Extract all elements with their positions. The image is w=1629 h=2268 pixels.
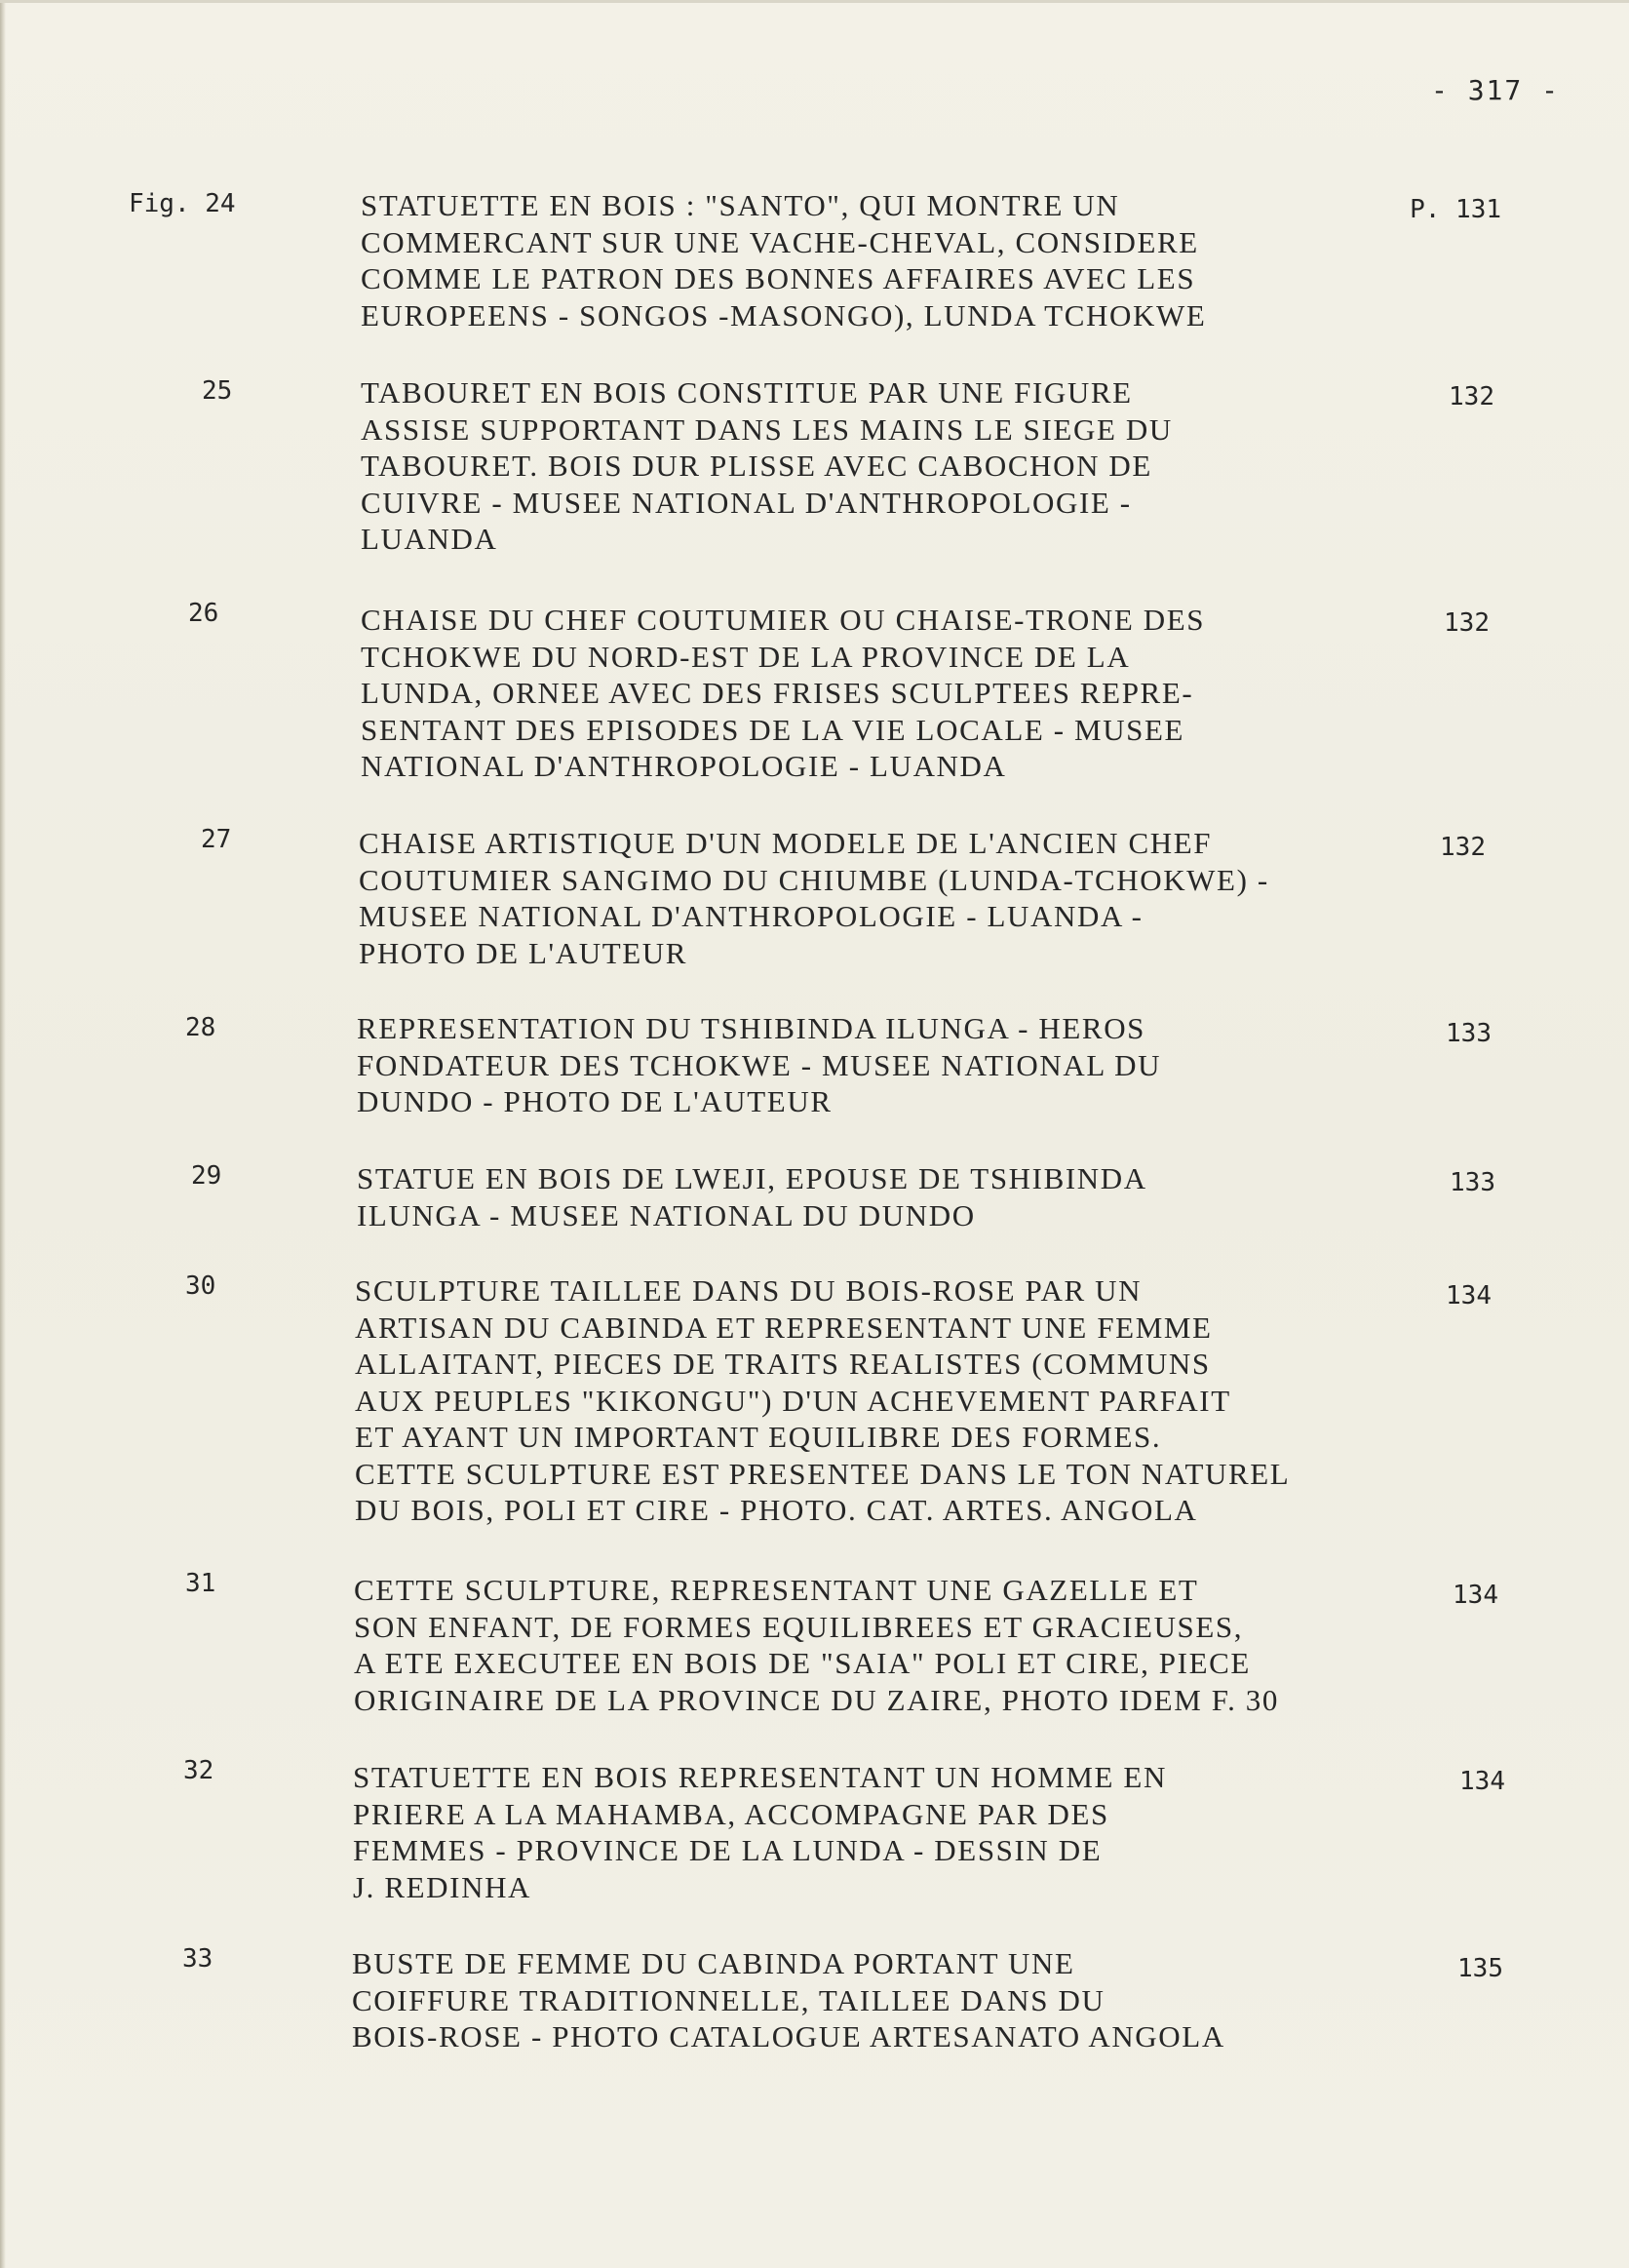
figure-number: 27 (201, 825, 232, 854)
description-line: MUSEE NATIONAL D'ANTHROPOLOGIE - LUANDA - (359, 899, 1144, 933)
description-line: STATUETTE EN BOIS REPRESENTANT UN HOMME EN (353, 1760, 1167, 1794)
description-line: LUANDA (361, 522, 498, 556)
description-line: LUNDA, ORNEE AVEC DES FRISES SCULPTEES REPRE- (361, 676, 1194, 710)
figure-number: Fig. 24 (129, 189, 236, 218)
description-line: CHAISE ARTISTIQUE D'UN MODELE DE L'ANCIEN CHEF (359, 826, 1213, 860)
description-line: BOIS-ROSE - PHOTO CATALOGUE ARTESANATO ANGOLA (352, 2019, 1225, 2053)
figure-description (361, 602, 1205, 785)
description-line: TCHOKWE DU NORD-EST DE LA PROVINCE DE LA (361, 639, 1131, 674)
figure-description (357, 1010, 1161, 1120)
description-line: TABOURET. BOIS DUR PLISSE AVEC CABOCHON DE (361, 449, 1152, 483)
page-reference: 135 (1457, 1954, 1503, 1983)
page-reference: P. 131 (1410, 195, 1501, 224)
page-reference: 134 (1446, 1281, 1492, 1310)
description-line: TABOURET EN BOIS CONSTITUE PAR UNE FIGURE (361, 375, 1133, 410)
description-line: ARTISAN DU CABINDA ET REPRESENTANT UNE FEMME (355, 1310, 1213, 1345)
description-line: DUNDO - PHOTO DE L'AUTEUR (357, 1084, 833, 1118)
description-line: FONDATEUR DES TCHOKWE - MUSEE NATIONAL DU (357, 1047, 1162, 1082)
figure-description (357, 1160, 1147, 1233)
description-line: EUROPEENS - SONGOS -MASONGO), LUNDA TCHOKWE (361, 297, 1207, 332)
description-line: COMME LE PATRON DES BONNES AFFAIRES AVEC LES (361, 261, 1196, 295)
description-line: CETTE SCULPTURE, REPRESENTANT UNE GAZELLE ET (354, 1573, 1199, 1607)
description-line: A ETE EXECUTEE EN BOIS DE "SAIA" POLI ET CIRE, PIECE (354, 1646, 1251, 1680)
description-line: COIFFURE TRADITIONNELLE, TAILLEE DANS DU (352, 1982, 1105, 2017)
description-line: SCULPTURE TAILLEE DANS DU BOIS-ROSE PAR UN (355, 1273, 1143, 1308)
figure-description (361, 187, 1206, 333)
figure-description (353, 1759, 1167, 1905)
description-line: PRIERE A LA MAHAMBA, ACCOMPAGNE PAR DES (353, 1796, 1109, 1831)
description-line: BUSTE DE FEMME DU CABINDA PORTANT UNE (352, 1946, 1075, 1980)
page-number: - 317 - (1430, 74, 1560, 106)
description-line: CHAISE DU CHEF COUTUMIER OU CHAISE-TRONE DES (361, 603, 1206, 637)
figure-description (359, 825, 1269, 971)
figure-number: 29 (191, 1161, 222, 1191)
figure-number: 25 (202, 376, 233, 406)
page-reference: 132 (1444, 608, 1490, 638)
figure-number: 26 (188, 599, 219, 628)
page-reference: 134 (1453, 1581, 1498, 1610)
figure-number: 33 (182, 1944, 213, 1974)
description-line: ILUNGA - MUSEE NATIONAL DU DUNDO (357, 1197, 976, 1232)
figure-description (352, 1945, 1225, 2055)
figure-description (361, 374, 1173, 558)
page-left-edge (0, 0, 6, 2268)
description-line: CETTE SCULPTURE EST PRESENTEE DANS LE TON NATUREL (355, 1456, 1291, 1491)
description-line: CUIVRE - MUSEE NATIONAL D'ANTHROPOLOGIE - (361, 485, 1132, 520)
description-line: STATUETTE EN BOIS : "SANTO", QUI MONTRE UN (361, 188, 1120, 222)
description-line: NATIONAL D'ANTHROPOLOGIE - LUANDA (361, 749, 1007, 783)
figure-number: 30 (185, 1271, 216, 1301)
description-line: ALLAITANT, PIECES DE TRAITS REALISTES (COMMUNS (355, 1347, 1211, 1381)
description-line: DU BOIS, POLI ET CIRE - PHOTO. CAT. ARTES. ANGOLA (355, 1493, 1198, 1527)
description-line: STATUE EN BOIS DE LWEJI, EPOUSE DE TSHIBINDA (357, 1161, 1147, 1195)
figure-number: 28 (185, 1013, 216, 1042)
description-line: AUX PEUPLES "KIKONGU") D'UN ACHEVEMENT PARFAIT (355, 1383, 1231, 1418)
description-line: COUTUMIER SANGIMO DU CHIUMBE (LUNDA-TCHOKWE) - (359, 862, 1269, 897)
description-line: ASSISE SUPPORTANT DANS LES MAINS LE SIEGE DU (361, 411, 1173, 447)
description-line: ORIGINAIRE DE LA PROVINCE DU ZAIRE, PHOTO IDEM F. 30 (354, 1682, 1279, 1717)
description-line: COMMERCANT SUR UNE VACHE-CHEVAL, CONSIDERE (361, 224, 1199, 259)
description-line: SON ENFANT, DE FORMES EQUILIBREES ET GRACIEUSES, (354, 1609, 1244, 1644)
page-reference: 132 (1440, 833, 1486, 862)
figure-description (354, 1572, 1279, 1718)
page-reference: 133 (1446, 1019, 1492, 1048)
figure-description (355, 1272, 1290, 1529)
page-top-edge (0, 0, 1629, 3)
description-line: FEMMES - PROVINCE DE LA LUNDA - DESSIN DE (353, 1833, 1103, 1867)
page-reference: 133 (1450, 1168, 1495, 1197)
page-reference: 134 (1459, 1767, 1505, 1796)
figure-number: 32 (183, 1756, 214, 1785)
description-line: ET AYANT UN IMPORTANT EQUILIBRE DES FORMES. (355, 1420, 1162, 1454)
description-line: PHOTO DE L'AUTEUR (359, 935, 688, 970)
figure-number: 31 (185, 1569, 216, 1598)
description-line: J. REDINHA (353, 1869, 532, 1904)
description-line: SENTANT DES EPISODES DE LA VIE LOCALE - MUSEE (361, 712, 1185, 747)
page-reference: 132 (1449, 382, 1494, 411)
description-line: REPRESENTATION DU TSHIBINDA ILUNGA - HEROS (357, 1011, 1146, 1045)
